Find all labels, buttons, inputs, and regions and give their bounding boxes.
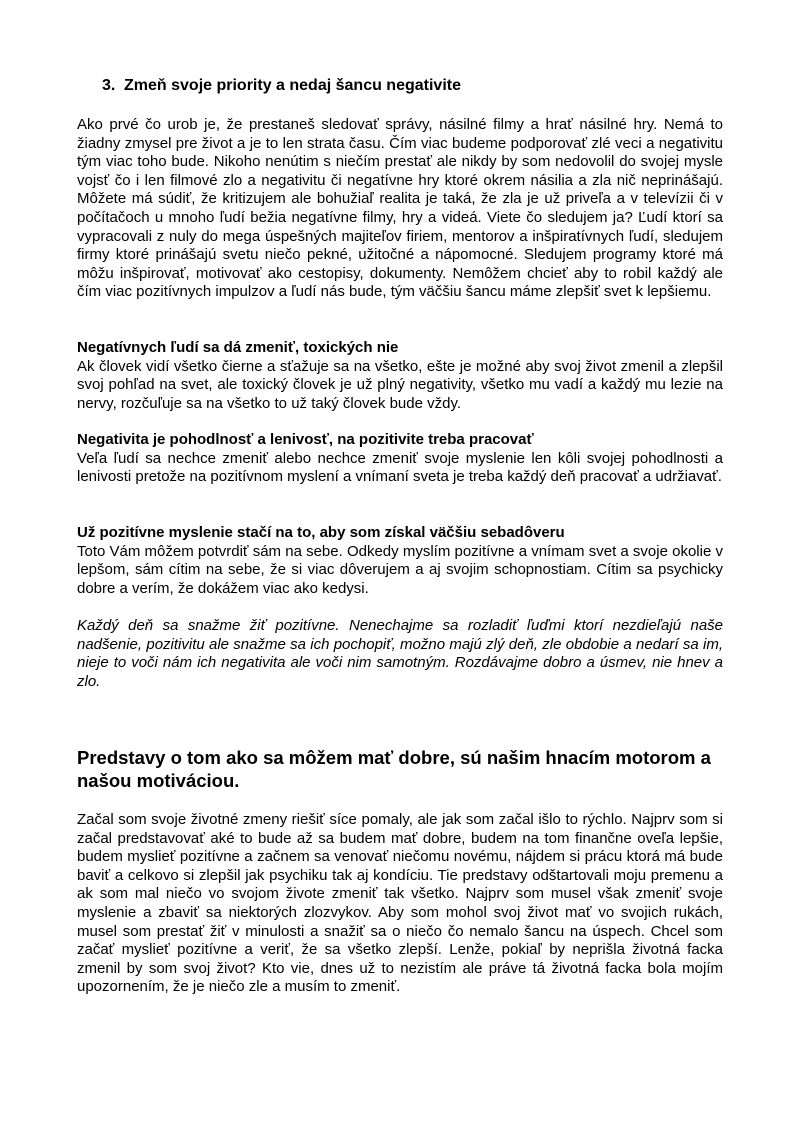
closing-italic-paragraph: Každý deň sa snažme žiť pozitívne. Nenechajme sa rozladiť ľuďmi ktorí nezdieľajú naše nadšenie, pozitivitu ale snažme sa ich pochopiť, možno majú zlý deň, zle obdobie a nedarí sa im, nieje to voči nám ich negativita ale voči nim samotným. Rozdávajme dobro a úsmev, nie hnev a zlo. [77,617,723,690]
subsection-heading: Už pozitívne myslenie stačí na to, aby som získal väčšiu sebadôveru [77,524,565,541]
section-number: 3. [102,77,116,94]
motivation-paragraph: Začal som svoje životné zmeny riešiť síce pomaly, ale jak som začal išlo to rýchlo. Najprv som si začal predstavovať aké to bude až sa budem mať dobre, budem na tom finančne oveľa lepšie, budem myslieť pozitívne a začnem sa venovať niečomu novému, nájdem si prácu ktorá má bude baviť a celkovo si zlepšil jak psychiku tak aj kondíciu. Tie predstavy odštartovali moju premenu a ak som mal niečo vo svojom živote zmeniť tak všetko. Najprv som musel však zmeniť svoje myslenie a zbaviť sa niektorých zlozvykov. Aby som mohol svoj život mať vo svojich rukách, musel som prestať žiť v minulosti a snažiť sa o niečo čo nemalo šancu na úspech. Chcel som začať myslieť pozitívne a veriť, že sa všetko zlepší. Lenže, pokiaľ by neprišla životná facka zmenil by som svoj život? Kto vie, dnes už to nezistím ale práve tá životná facka bola mojím upozornením, že je niečo zle a musím to zmeniť. [77,811,723,996]
motivation-paragraph-block [77,811,723,997]
subsection-self-confidence [77,524,723,598]
subsection-laziness [77,431,723,487]
subsection-paragraph: Ak človek vidí všetko čierne a sťažuje sa na všetko, ešte je možné aby svoj život zmenil a zlepšil svoj pohľad na svet, ale toxický človek je už plný negativity, všetko mu vadí a každý mu lezie na nervy, rozčuľuje sa na všetko to už taký človek bude vždy. [77,357,723,412]
closing-italic-block [77,617,723,691]
subsection-heading: Negativita je pohodlnosť a lenivosť, na pozitivite treba pracovať [77,431,534,448]
subsection-heading: Negatívnych ľudí sa dá zmeniť, toxických nie [77,339,399,356]
intro-paragraph-block [77,116,723,302]
section-title: Zmeň svoje priority a nedaj šancu negativite [124,77,461,94]
section-heading [102,76,461,96]
subsection-paragraph: Toto Vám môžem potvrdiť sám na sebe. Odkedy myslím pozitívne a vnímam svet a svoje okolie v lepšom, sám cítim na sebe, že si viac dôverujem a aj svojim schopnostiam. Cítim sa psychicky dobre a verím, že dokážem viac ako kedysi. [77,542,723,597]
motivation-heading: Predstavy o tom ako sa môžem mať dobre, sú našim hnacím motorom a našou motiváciou. [77,747,711,791]
subsection-negative-people [77,339,723,413]
intro-paragraph: Ako prvé čo urob je, že prestaneš sledovať správy, násilné filmy a hrať násilné hry. Nemá to žiadny zmysel pre život a je to len strata času. Čím viac budeme podporovať zlé veci a negativitu tým viac toho bude. Nikoho nenútim s niečím prestať ale nikdy by som nedovolil do svojej mysle vojsť čo i len filmové zlo a negativitu či negatívne hry ktoré okrem násilia a zla nič neprinášajú. Môžete má súdiť, že kritizujem ale bohužiaľ realita je taká, že zla je už priveľa a v televízii či v počítačoch u mnoho ľudí bežia negatívne filmy, hry a videá. Viete čo sledujem ja? Ľudí ktorí sa vypracovali z nuly do mega úspešných majiteľov firiem, mentorov a inšpiratívnych ľudí, sledujem firmy ktoré prinášajú svetu niečo pekné, užitočné a nápomocné. Sledujem programy ktoré má môžu inšpirovať, motivovať ako cestopisy, dokumenty. Nemôžem chcieť aby to robil každý ale čím viac pozitívnych impulzov a ľudí nás bude, tým väčšiu šancu máme zlepšiť svet k lepšiemu. [77,116,723,301]
subsection-paragraph: Veľa ľudí sa nechce zmeniť alebo nechce zmeniť svoje myslenie len kôli svojej pohodlnosti a lenivosti pretože na pozitívnom myslení a vnímaní sveta je treba každý deň pracovať a udržiavať. [77,449,723,486]
